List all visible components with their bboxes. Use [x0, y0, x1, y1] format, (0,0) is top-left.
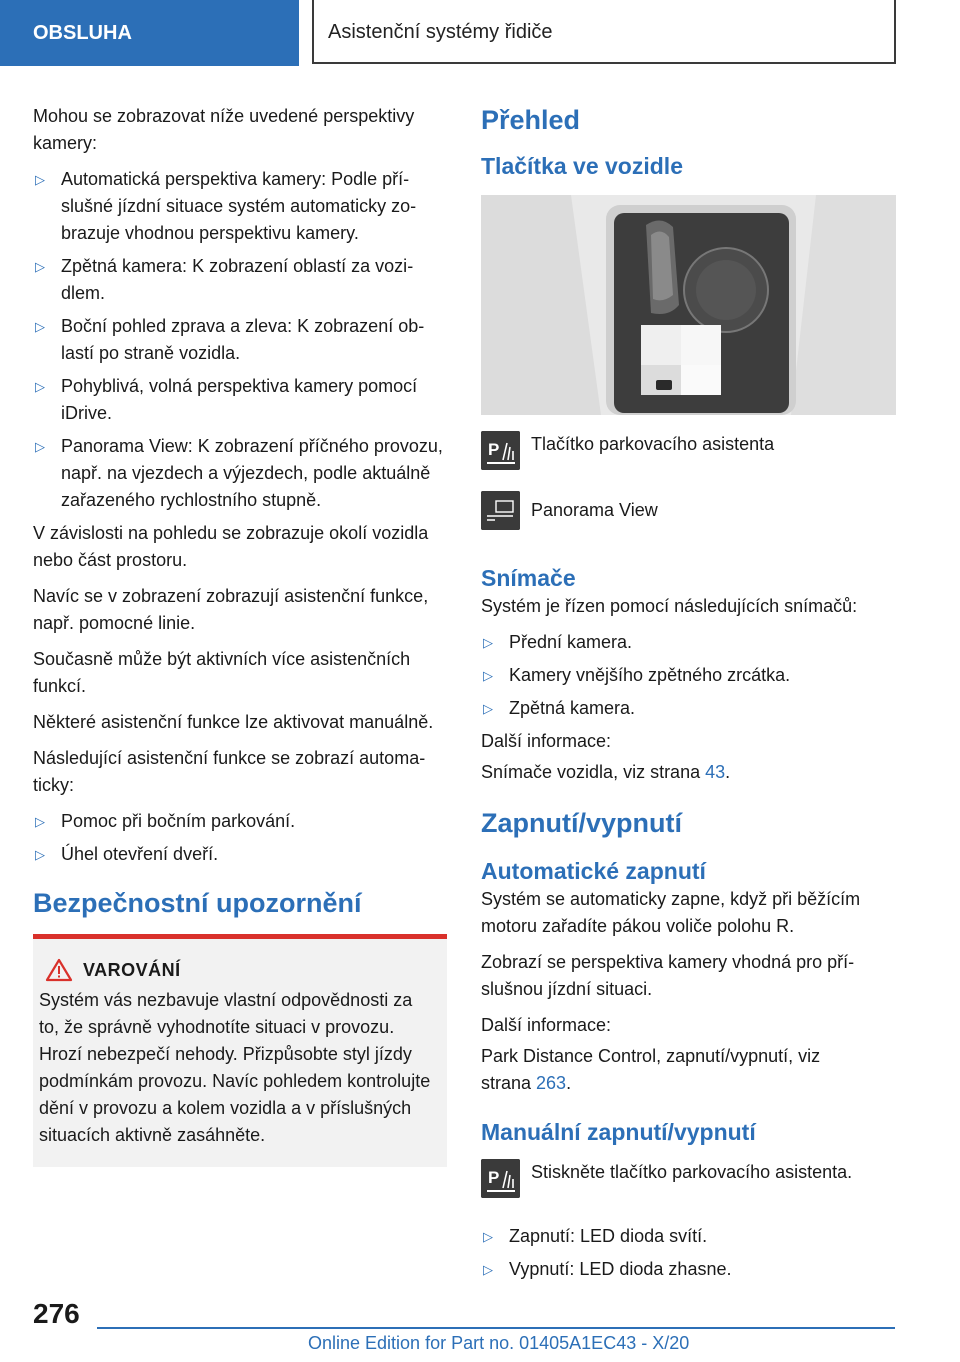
paragraph: Současně může být aktivních více asistenčních funkcí.	[33, 649, 411, 696]
sensors-heading: Snímače	[481, 565, 576, 591]
page-link[interactable]: 263	[536, 1073, 567, 1093]
svg-text:P: P	[488, 440, 500, 459]
safety-heading: Bezpečnostní upozornění	[33, 888, 362, 918]
led-states-list	[481, 1223, 896, 1283]
more-info-label: Další informace:	[481, 731, 612, 751]
bullet-triangle-icon: ▷	[483, 1229, 493, 1244]
list-item: ▷ Boční pohled zprava a zleva: K zobrazení oblastí po straně vozidla.	[33, 313, 447, 367]
list-item: ▷ Zapnutí: LED dioda svítí.	[481, 1223, 896, 1250]
intro-paragraph: Mohou se zobrazovat níže uvedené perspektivy kamery:	[33, 106, 415, 153]
paragraph: V závislosti na pohledu se zobrazuje okolí vozidla nebo část prostoru.	[33, 523, 429, 570]
parking-assistant-icon	[481, 1159, 520, 1198]
list-item: ▷ Pohyblivá, volná perspektiva kamery pomocí iDrive.	[33, 373, 447, 427]
bullet-triangle-icon: ▷	[35, 319, 45, 334]
more-info-label: Další informace:	[481, 1015, 612, 1035]
edition-text: Online Edition for Part no. 01405A1EC43 - X/20	[308, 1333, 690, 1353]
onoff-heading: Zapnutí/vypnutí	[481, 808, 682, 838]
section-tab: OBSLUHA	[0, 0, 299, 66]
bullet-triangle-icon: ▷	[35, 847, 45, 862]
bullet-triangle-icon: ▷	[35, 814, 45, 829]
buttons-heading: Tlačítka ve vozidle	[481, 153, 683, 179]
auto-functions-list	[33, 808, 447, 868]
center-console-photo	[481, 195, 896, 415]
footer-divider	[97, 1327, 895, 1329]
panorama-view-icon	[481, 491, 520, 530]
paragraph: Některé asistenční funkce lze aktivovat manuálně.	[33, 712, 434, 732]
sensors-reference: Snímače vozidla, viz strana 43.	[481, 762, 731, 782]
panorama-button-row	[481, 491, 896, 533]
bullet-triangle-icon: ▷	[35, 379, 45, 394]
list-item: ▷ Vypnutí: LED dioda zhasne.	[481, 1256, 896, 1283]
bullet-triangle-icon: ▷	[35, 172, 45, 187]
manual-button-row	[481, 1159, 896, 1201]
right-column	[481, 103, 896, 1289]
bullet-triangle-icon: ▷	[483, 668, 493, 683]
left-column	[33, 103, 447, 1167]
auto-on-heading: Automatické zapnutí	[481, 858, 706, 884]
park-button-label: Tlačítko parkovacího asistenta	[531, 434, 775, 454]
warning-title: VAROVÁNÍ	[39, 957, 437, 983]
svg-text:P: P	[488, 1168, 500, 1187]
page-number: 276	[33, 1298, 80, 1329]
list-item: ▷ Automatická perspektiva kamery: Podle příslušné jízdní situace systém automaticky zobrazuje vhodnou perspektivu kamery.	[33, 166, 447, 247]
bullet-triangle-icon: ▷	[35, 439, 45, 454]
warning-box	[33, 934, 447, 1167]
paragraph: Systém se automaticky zapne, když při běžícím motoru zařadíte pákou voliče polohu R.	[481, 889, 861, 936]
bullet-triangle-icon: ▷	[483, 701, 493, 716]
paragraph: Navíc se v zobrazení zobrazují asistenční funkce, např. pomocné linie.	[33, 586, 429, 633]
page-header	[0, 0, 960, 66]
chapter-title: Asistenční systémy řidiče	[312, 0, 896, 64]
sensors-list	[481, 629, 896, 722]
list-item: ▷ Pomoc při bočním parkování.	[33, 808, 447, 835]
list-item: ▷ Zpětná kamera.	[481, 695, 896, 722]
manual-heading: Manuální zapnutí/vypnutí	[481, 1119, 756, 1145]
list-item: ▷ Panorama View: K zobrazení příčného provozu, např. na vjezdech a výjezdech, podle aktuálně zařazeného rychlostního stupně.	[33, 433, 447, 514]
pdc-reference: Park Distance Control, zapnutí/vypnutí, viz strana 263.	[481, 1046, 821, 1093]
list-item: ▷ Zpětná kamera: K zobrazení oblastí za vozidlem.	[33, 253, 447, 307]
list-item: ▷ Úhel otevření dveří.	[33, 841, 447, 868]
warning-text: Systém vás nezbavuje vlastní odpovědnosti za to, že správně vyhodnotíte situaci v provozu. Hrozí nebezpečí nehody. Přizpůsobte styl jízdy podmínkám provozu. Navíc pohledem kontrolujte dění v provozu a kolem vozidla a v příslušných situacích aktivně zasáhněte.	[39, 990, 431, 1145]
camera-views-list	[33, 166, 447, 514]
parking-assistant-icon	[481, 431, 520, 470]
manual-instruction: Stiskněte tlačítko parkovacího asistenta.	[531, 1162, 853, 1182]
bullet-triangle-icon: ▷	[35, 259, 45, 274]
page-link[interactable]: 43	[705, 762, 726, 782]
paragraph: Zobrazí se perspektiva kamery vhodná pro příslušnou jízdní situaci.	[481, 952, 855, 999]
list-item: ▷ Kamery vnějšího zpětného zrcátka.	[481, 662, 896, 689]
warning-triangle-icon	[45, 958, 73, 982]
bullet-triangle-icon: ▷	[483, 635, 493, 650]
panorama-button-label: Panorama View	[531, 500, 658, 520]
sensors-intro: Systém je řízen pomocí následujících snímačů:	[481, 596, 858, 616]
paragraph: Následující asistenční funkce se zobrazí automaticky:	[33, 748, 426, 795]
bullet-triangle-icon: ▷	[483, 1262, 493, 1277]
overview-heading: Přehled	[481, 105, 581, 135]
list-item: ▷ Přední kamera.	[481, 629, 896, 656]
park-button-row	[481, 431, 896, 473]
